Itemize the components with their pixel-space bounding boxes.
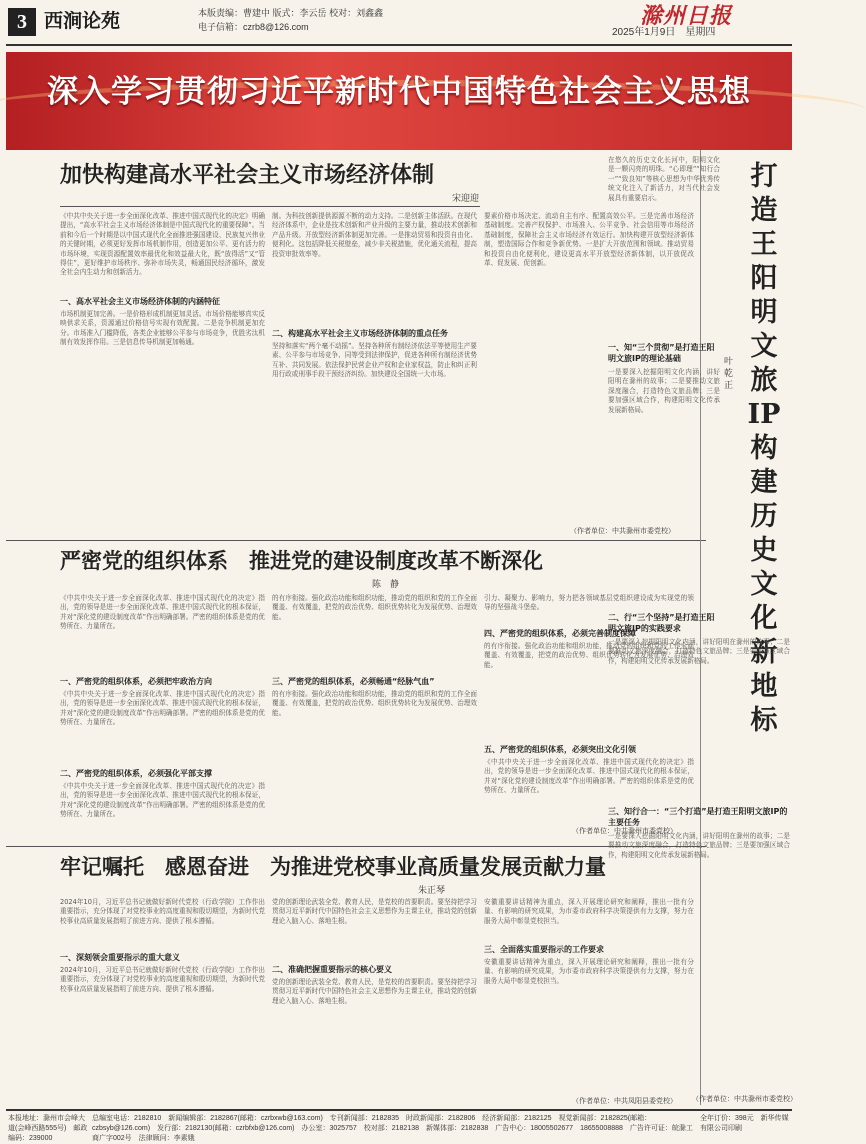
article2-col2b: 的有序衔接。强化政治功能和组织功能，推动党的组织和党的工作全面覆盖、有效覆盖，把党的政治优势、组织优势转化为发展优势、治理效能。 (272, 690, 477, 717)
article2-title: 严密党的组织体系 推进党的建设制度改革不断深化 (60, 548, 543, 573)
article3-title: 牢记嘱托 感恩奋进 为推进党校事业高质量发展贡献力量 (60, 854, 606, 879)
article2-heading2: 二、严密党的组织体系，必须强化平部支撑 (60, 769, 212, 778)
article1-col2: 制。为科技创新提供源源不断的动力支持。二是创新主体活跃。在现代经济体系中，企业是技术创新和产业升级的主要力量，推动技术创新和产品升级。开放型经济新体制更加完善。一是推动贸易和投资自由化、便利化。这包括降低关税壁垒，减少非关税措施，优化通关流程，提高投资审批效率等。 (272, 212, 477, 258)
side-body3: 一是要深入挖掘阳明文化内涵，讲好阳明在滁州的故事；二是要推动文旅深度融合，打造特色文旅品牌；三是要加强区域合作，构建阳明文化传承发展新格局。 (608, 832, 790, 859)
side-affiliation: （作者单位：中共滁州市委党校） (692, 1096, 797, 1103)
article2-col2: 的有序衔接。强化政治功能和组织功能，推动党的组织和党的工作全面覆盖、有效覆盖，把党的政治优势、组织优势转化为发展优势、治理效能。 (272, 594, 477, 621)
side-heading2: 二、行“三个坚持”是打造王阳明文旅IP的实践要求 (608, 613, 715, 633)
article3-heading2: 二、准确把握重要指示的核心要义 (272, 965, 392, 974)
theme-banner (6, 52, 792, 150)
footer-price: 全年订价：398元 新华传媒有限公司印刷 (700, 1115, 789, 1132)
article2-col1: 《中共中央关于进一步全面深化改革、推进中国式现代化的决定》指出，党的领导是进一步全面深化改革、推进中国式现代化的根本保证，并对“深化党的建设制度改革”作出明确部署。严密的组织体系是党的优势所在、力量所在。 (60, 594, 265, 631)
article1-author: 宋迎迎 (452, 193, 480, 203)
article3-heading1: 一、深刻领会重要指示的重大意义 (60, 953, 180, 962)
article1-rule (60, 206, 480, 207)
article2-affiliation: （作者单位：中共滁州市委党校） (572, 828, 677, 835)
article1-col2b: 坚持和落实“两个毫不动摇”。坚持各种所有制经济依法平等使用生产要素、公平参与市场竞争、同等受到法律保护，促进各种所有制经济优势互补、共同发展。依法保护民营企业产权和企业家权益，防止和纠正利用行政或刑事手段干预经济纠纷。加快建设全国统一大市场。 (272, 342, 477, 379)
side-article-title: 打造王阳明文旅IP 构建历史文化新地标 (747, 161, 808, 736)
divider-2 (6, 846, 706, 847)
editor-info (198, 6, 388, 34)
article2-col3b: 的有序衔接。强化政治功能和组织功能，推动党的组织和党的工作全面覆盖、有效覆盖，把党的政治优势、组织优势转化为发展优势、治理效能。 (484, 642, 694, 669)
footer-address: 本报地址：滁州市会峰大道(会峰西路555号) 邮政编码：239000 (8, 1115, 88, 1142)
article2-heading3: 三、严密党的组织体系，必须畅通“经脉气血” (272, 677, 435, 686)
side-intro: 在悠久的历史文化长河中，阳明文化是一颗闪亮的明珠。“心即理”“知行合一”“致良知”等核心思想为中华优秀传统文化注入了新活力，对当代社会发展具有重要启示。 (608, 156, 720, 202)
page-footer (6, 1109, 792, 1142)
article1-heading1: 一、高水平社会主义市场经济体制的内涵特征 (60, 297, 220, 306)
article2-heading5: 五、严密党的组织体系，必须突出文化引领 (484, 745, 636, 754)
header-rule (6, 44, 792, 46)
article3-col1: 2024年10月，习近平总书记就做好新时代党校（行政学院）工作作出重要指示，充分体现了对党校事业的高度重视和殷切期望，为新时代党校事业高质量发展指明了前进方向、提供了根本遵循。 (60, 898, 265, 925)
section-title: 西涧论苑 (44, 11, 121, 32)
article3-col1b: 2024年10月，习近平总书记就做好新时代党校（行政学院）工作作出重要指示，充分体现了对党校事业的高度重视和殷切期望，为新时代党校事业高质量发展指明了前进方向、提供了根本遵循。 (60, 966, 265, 993)
side-body2: 一是要深入挖掘阳明文化内涵，讲好阳明在滁州的故事；二是要推动文旅深度融合，打造特色文旅品牌；三是要加强区域合作，构建阳明文化传承发展新格局。 (608, 638, 790, 665)
banner-title: 深入学习贯彻习近平新时代中国特色社会主义思想 (47, 74, 751, 110)
article3-col3b: 安徽重要讲话精神为重点，深入开展理论研究和阐释，推出一批有分量、有影响的研究成果，为市委市政府科学决策提供有力支撑，努力在服务大局中彰显党校担当。 (484, 958, 694, 985)
side-article-author: 叶乾正 (724, 356, 734, 390)
article2-col3c: 《中共中央关于进一步全面深化改革、推进中国式现代化的决定》指出，党的领导是进一步全面深化改革、推进中国式现代化的根本保证，并对“深化党的建设制度改革”作出明确部署。严密的组织体系是党的优势所在、力量所在。 (484, 758, 694, 795)
editor-chief: 本版责编：曹建中 (198, 8, 271, 18)
article3-heading3: 三、全面落实重要指示的工作要求 (484, 945, 604, 954)
article3-author: 朱正琴 (418, 885, 446, 895)
article3-affiliation: （作者单位：中共凤阳县委党校） (572, 1098, 677, 1105)
side-heading1: 一、知“三个贯彻”是打造王阳明文旅IP的理论基础 (608, 343, 715, 363)
article2-col1b: 《中共中央关于进一步全面深化改革、推进中国式现代化的决定》指出，党的领导是进一步全面深化改革、推进中国式现代化的根本保证，并对“深化党的建设制度改革”作出明确部署。严密的组织体系是党的优势所在、力量所在。 (60, 690, 265, 727)
article2-heading4: 四、严密党的组织体系，必须完善制度保障 (484, 629, 636, 638)
article1-title: 加快构建高水平社会主义市场经济体制 (60, 162, 435, 188)
article3-col3: 安徽重要讲话精神为重点，深入开展理论研究和阐释，推出一批有分量、有影响的研究成果，为市委市政府科学决策提供有力支撑，努力在服务大局中彰显党校担当。 (484, 898, 694, 925)
article2-col3: 引力、凝聚力、影响力，努力把各领域基层党组织建设成为实现党的领导的坚强战斗堡垒。 (484, 594, 694, 612)
divider-1 (6, 540, 706, 541)
article3-col2b: 党的创新理论武装全党、教育人民，是党校的首要职责。要坚持把学习贯彻习近平新时代中国特色社会主义思想作为主课主业，推动党的创新理论入脑入心、落地生根。 (272, 978, 477, 1005)
editor-layout: 版式：李云岳 (272, 8, 327, 18)
side-heading3: 三、知行合一：“三个打造”是打造王阳明文旅IP的主要任务 (608, 807, 788, 827)
footer-contacts: 总编室电话：2182810 新闻编辑部：2182867(邮箱：czrbxwb@163.com) 专刊新闻部：2182835 时政新闻部：2182806 经济新闻部：2182125 视觉新闻部：2182825(邮箱：czbsyb@126.com) 发行部：2182130(邮箱：czrbfxb@126.com) 办公室：3025757 校对部：2182138 新媒体部：2182838 广告中心：18005502677 18655008888 广告许可证：皖滁工商广字002号 法律顾问：李素娥 (92, 1115, 693, 1142)
page-header (0, 0, 798, 46)
article2-author: 陈 静 (372, 579, 400, 589)
article1-heading2: 二、构建高水平社会主义市场经济体制的重点任务 (272, 329, 448, 338)
article2-col1c: 《中共中央关于进一步全面深化改革、推进中国式现代化的决定》指出，党的领导是进一步全面深化改革、推进中国式现代化的根本保证，并对“深化党的建设制度改革”作出明确部署。严密的组织体系是党的优势所在、力量所在。 (60, 782, 265, 819)
newspaper-logo: 滁州日报 (640, 3, 733, 29)
article3-col2: 党的创新理论武装全党、教育人民，是党校的首要职责。要坚持把学习贯彻习近平新时代中国特色社会主义思想作为主课主业，推动党的创新理论入脑入心、落地生根。 (272, 898, 477, 925)
article2-heading1: 一、严密党的组织体系，必须把牢政治方向 (60, 677, 212, 686)
page-number: 3 (8, 8, 36, 36)
issue-date: 2025年1月9日 星期四 (612, 27, 716, 38)
side-body1: 一是要深入挖掘阳明文化内涵，讲好阳明在滁州的故事；二是要推动文旅深度融合，打造特色文旅品牌；三是要加强区域合作，构建阳明文化传承发展新格局。 (608, 368, 720, 414)
editor-proof: 校对：刘鑫鑫 (329, 8, 384, 18)
article1-affiliation: （作者单位：中共滁州市委党校） (570, 528, 675, 535)
article1-col3: 要素价格市场决定、流动自主有序、配置高效公平。三是完善市场经济基础制度。完善产权保护、市场准入、公平竞争、社会信用等市场经济基础制度，保障社会主义市场经济有效运行。加快构建开放型经济新体制，塑造国际合作和竞争新优势。一是扩大开放范围和领域。推动贸易和投资自由化便利化，建设更高水平开放型经济新体制，以开放促改革、促发展、促创新。 (484, 212, 694, 268)
article1-col1b: 市场机制更加完善。一是价格形成机制更加灵活。市场价格能够真实反映供求关系，资源通过价格信号实现有效配置。二是竞争机制更加充分。市场准入门槛降低，各类企业能够公平参与市场竞争，优胜劣汰机制有效发挥作用。三是信息传导机制更加畅通。 (60, 310, 265, 347)
article1-col1: 《中共中央关于进一步全面深化改革、推进中国式现代化的决定》明确提出，“高水平社会主义市场经济体制是中国式现代化的重要保障”。当前和今后一个时期是以中国式现代化全面推进强国建设、民族复兴伟业的关键时期，必须更好发挥市场机制作用，创造更加公平、更有活力的市场环境，实现资源配置效率最优化和效益最大化，既“放得活”又“管得住”，更好维护市场秩序、弥补市场失灵，畅通国民经济循环，激发全社会内生动力和创新活力。 (60, 212, 265, 277)
editor-email: 电子信箱：czrb8@126.com (198, 22, 309, 32)
